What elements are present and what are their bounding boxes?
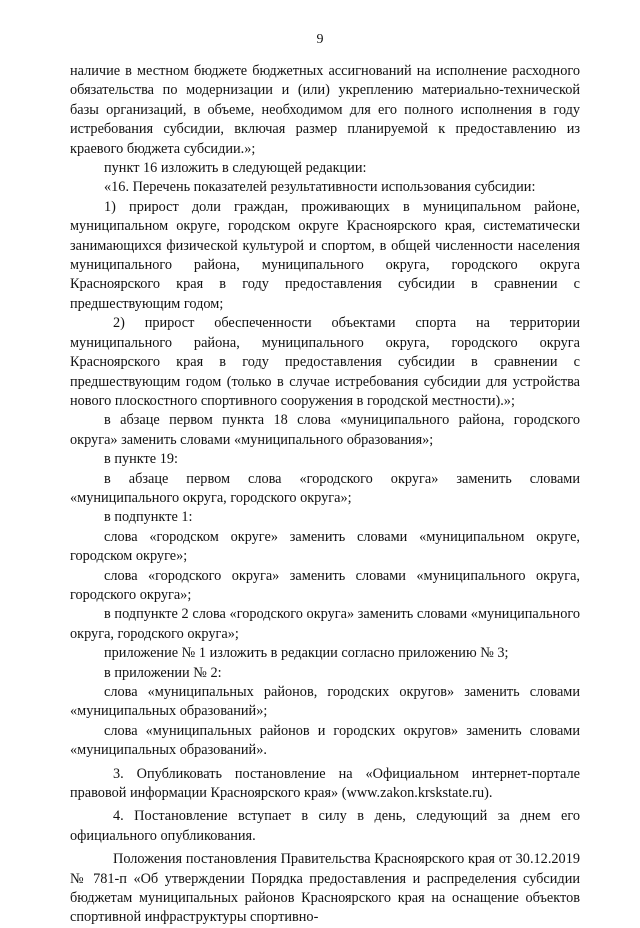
paragraph-provisions: Положения постановления Правительства Красноярского края от 30.12.2019 № 781-п «Об утверждении Порядка предоставления и распределения субсидии бюджетам муниципальных районов Красноярского края на оснащение объектов спортивной инфраструктуры спортивно-	[70, 851, 580, 926]
paragraph-subitem2: в подпункте 2 слова «городского округа» заменить словами «муниципального округа, городского округа»;	[70, 606, 580, 642]
paragraph-item16-title: «16. Перечень показателей результативности использования субсидии:	[104, 179, 536, 196]
paragraph-item19: в пункте 19:	[104, 451, 178, 468]
paragraph-publish: 3. Опубликовать постановление на «Официальном интернет-портале правовой информации Красноярского края» (www.zakon.krskstate.ru).	[70, 765, 580, 802]
paragraph-item16-intro: пункт 16 изложить в следующей редакции:	[104, 160, 367, 177]
paragraph-appendix2-a: слова «муниципальных районов, городских округов» заменить словами «муниципальных образований»;	[70, 684, 580, 720]
paragraph-subitem1-b: слова «городского округа» заменить словами «муниципального округа, городского округа»;	[70, 567, 580, 603]
paragraph-indicator-1: 1) прирост доли граждан, проживающих в муниципальном районе, муниципальном округе, городском округе Красноярского края, систематически занимающихся физической культурой и спортом, в общей численности населения муниципального района, муниципального округа, городского округа Красноярского края в году предоставления субсидии в сравнении с предшествующим годом;	[70, 198, 580, 312]
paragraph-subitem1: в подпункте 1:	[104, 509, 193, 526]
page-number: 9	[316, 32, 324, 47]
paragraph-item18: в абзаце первом пункта 18 слова «муниципального района, городского округа» заменить словами «муниципального образования»;	[70, 412, 580, 448]
paragraph-subitem1-a: слова «городском округе» заменить словами «муниципальном округе, городском округе»;	[70, 528, 580, 565]
paragraph-appendix1: приложение № 1 изложить в редакции согласно приложению № 3;	[104, 645, 509, 662]
paragraph-item19-first-abzac: в абзаце первом слова «городского округа» заменить словами «муниципального округа, городского округа»;	[70, 470, 580, 506]
paragraph-effect: 4. Постановление вступает в силу в день, следующий за днем его официального опубликования.	[70, 808, 580, 844]
paragraph-indicator-2: 2) прирост обеспеченности объектами спорта на территории муниципального района, муниципального округа, городского округа Красноярского края в году предоставления субсидии в сравнении с предшествующим годом (только в случае истребования субсидии для устройства нового плоскостного спортивного сооружения в городской местности).»;	[70, 315, 580, 409]
paragraph-appendix2: в приложении № 2:	[104, 664, 222, 681]
paragraph-budget-condition: наличие в местном бюджете бюджетных ассигнований на исполнение расходного обязательства по модернизации и (или) укреплению материально-технической базы организаций, в объеме, необходимом для его полного исполнения в году истребования субсидии, включая размер планируемой к предоставлению из краевого бюджета субсидии.»;	[70, 63, 580, 157]
paragraph-appendix2-b: слова «муниципальных районов и городских округов» заменить словами «муниципальных образований».	[70, 722, 580, 759]
document-body	[70, 62, 580, 928]
